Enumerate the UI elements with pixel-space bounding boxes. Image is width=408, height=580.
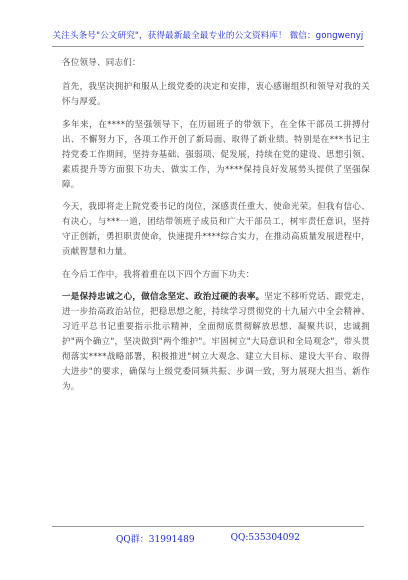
header-banner: [52, 24, 364, 47]
footer-qq-group: QQ群：31991489: [116, 534, 195, 545]
paragraph-1: 首先，我坚决拥护和服从上级党委的决定和安排，衷心感谢组织和领导对我的关怀与厚爱。: [62, 82, 370, 107]
point-one-body: 坚定不移听党话、跟党走，进一步抬高政治站位，把稳思想之舵，持续学习贯彻党的十九届六中全会精神、习近平总书记重要指示批示精神，全面彻底贯彻解放思想、凝聚共识，忠诚拥护"两个确立"，坚决做到"两个维护"。牢固树立"大局意识和全局观念"，带头贯彻落实****战略部署，积极推进"树立大观念、建立大目标、建设大平台、取得大进步"的要求，确保与上级党委同频共振、步调一致，努力展现大担当、新作为。: [62, 292, 370, 392]
footer-banner: [52, 526, 364, 549]
paragraph-2: 多年来，在****的坚强领导下，在历届班子的带领下，在全体干部员工拼搏付出、不懈努力下，各项工作开创了新局面、取得了新业绩。特别是在***书记主持党委工作期间，坚持夯基础、强弱项、促发展，持续在党的建设、思想引领、素质提升等方面狠下功夫、做实工作，为****保持良好发展势头提供了坚强保障。: [62, 119, 370, 190]
footer-qq: QQ:535304092: [230, 533, 300, 543]
header-banner-text: 关注头条号"公文研究"，获得最新最全最专业的公文资料库！ 微信：gongwenyj: [52, 31, 364, 41]
salutation: 各位领导、同志们：: [62, 58, 141, 68]
point-one-lead: 一是保持忠诚之心，做信念坚定、政治过硬的表率。: [62, 292, 265, 302]
point-one-paragraph: [62, 290, 370, 395]
paragraph-3: 今天，我即将走上院党委书记的岗位，深感责任重大、使命光荣。但我有信心、有决心，与***一道，团结带领班子成员和广大干部员工，树牢责任意识，坚持守正创新，勇担职责使命，快速提升****综合实力，在推动高质量发展进程中，贡献智慧和力量。: [62, 202, 370, 257]
document-body: [62, 56, 370, 403]
paragraph-4: 在今后工作中，我将着重在以下四个方面下功夫：: [62, 269, 255, 280]
